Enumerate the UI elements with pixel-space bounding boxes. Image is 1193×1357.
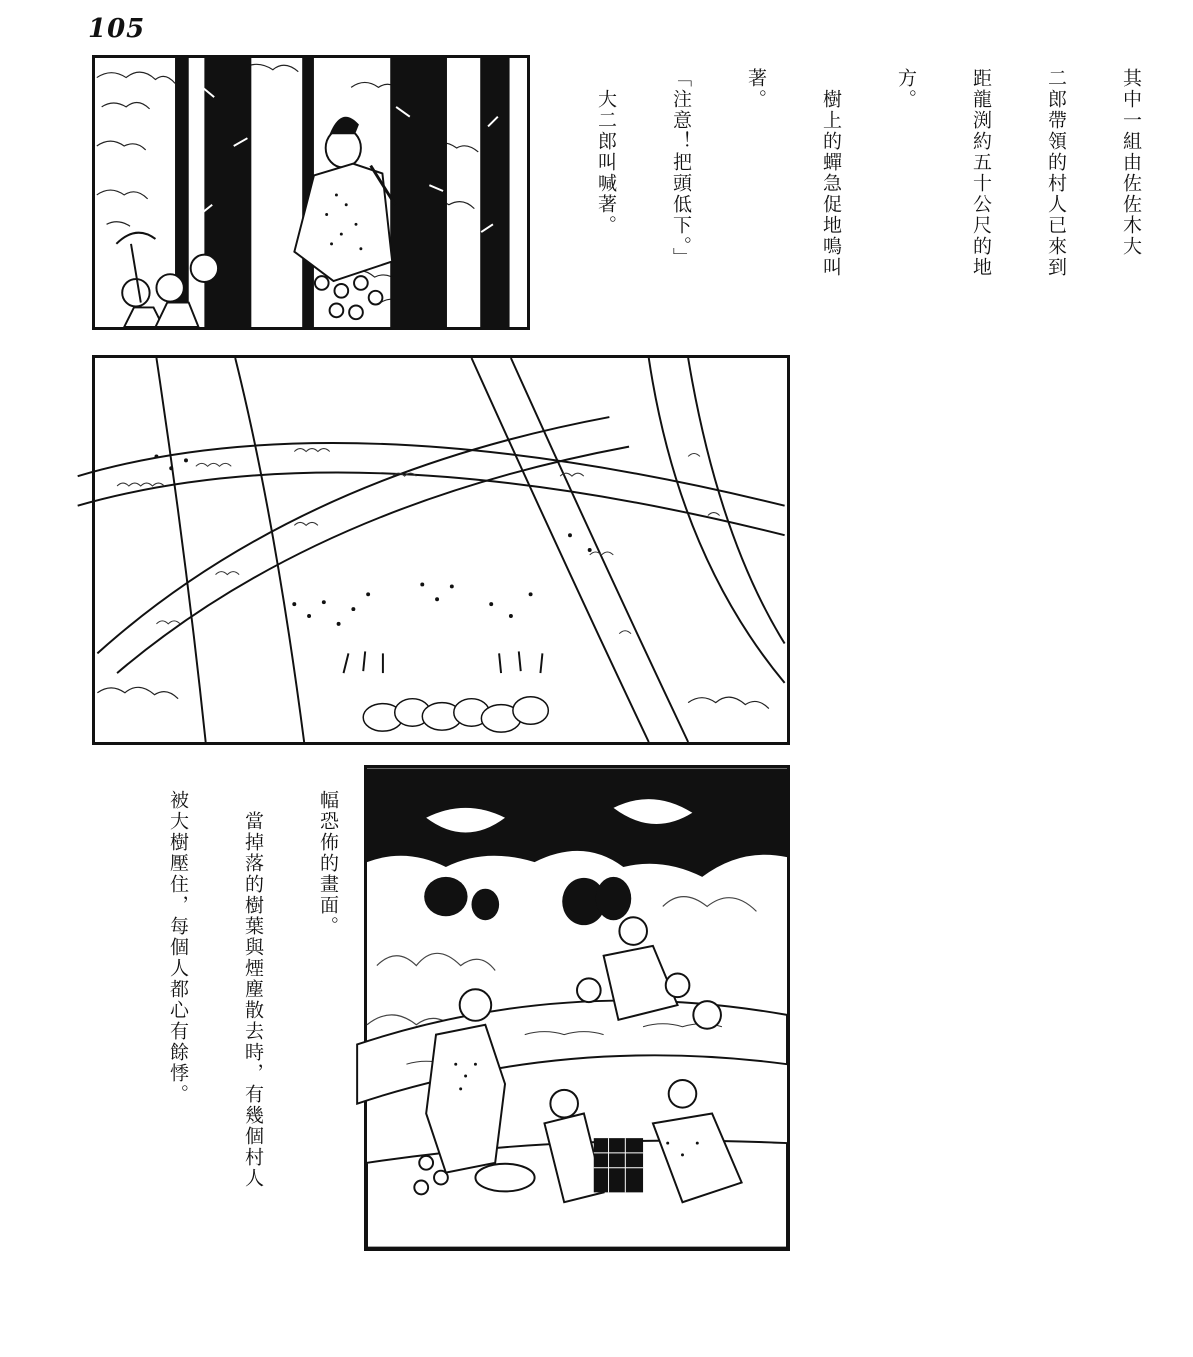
caption-line: 著。 <box>745 68 767 110</box>
comic-panel-aftermath <box>364 765 790 1251</box>
comic-panel-forest <box>92 55 530 330</box>
falling-trees-illustration <box>95 358 787 742</box>
narration-caption-top <box>568 68 1193 278</box>
aftermath-illustration <box>367 768 787 1248</box>
caption-line: 其中一組由佐佐木大 <box>1120 68 1142 257</box>
caption-line: 幅恐佈的畫面。 <box>317 790 339 937</box>
caption-line: 「注意！把頭低下。」 <box>670 68 692 269</box>
caption-line: 當掉落的樹葉與煙塵散去時，有幾個村人 <box>242 790 264 1189</box>
caption-line: 距龍渕約五十公尺的地 <box>970 68 992 278</box>
caption-line: 被大樹壓住，每個人都心有餘悸。 <box>167 790 189 1105</box>
caption-line: 大二郎叫喊著。 <box>595 68 617 236</box>
caption-line: 二郎帶領的村人已來到 <box>1045 68 1067 278</box>
comic-panel-falling-trees <box>92 355 790 745</box>
page-number: 105 <box>88 14 146 44</box>
forest-illustration <box>95 58 527 327</box>
caption-line: 樹上的蟬急促地鳴叫 <box>820 68 842 278</box>
caption-line: 方。 <box>895 68 917 110</box>
